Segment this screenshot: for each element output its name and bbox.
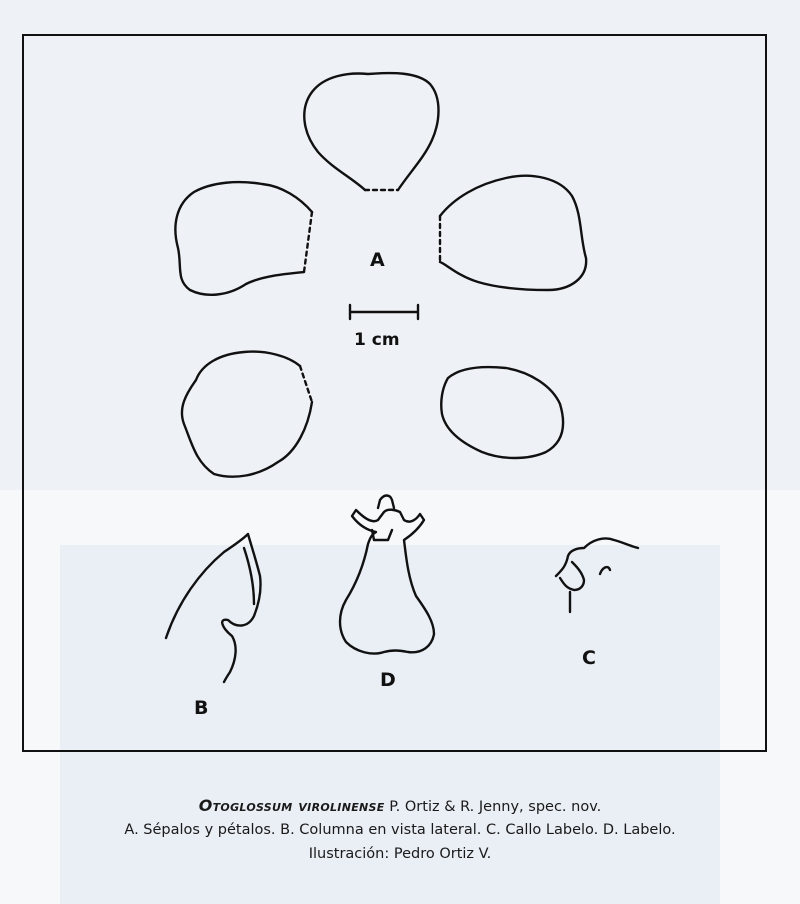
left-lateral-sepal-dashes xyxy=(300,366,312,402)
lip-drawing xyxy=(340,510,434,654)
left-petal-dashes xyxy=(304,212,312,272)
caption-title-line xyxy=(0,795,800,818)
column-lateral-outline xyxy=(244,548,254,604)
callus-detail xyxy=(560,562,610,612)
label-a: A xyxy=(370,249,385,271)
label-d: D xyxy=(380,669,396,691)
scale-bar-line xyxy=(350,305,418,319)
label-c: C xyxy=(582,647,596,669)
right-petal-drawing xyxy=(440,176,586,290)
label-b: B xyxy=(194,697,209,719)
species-authority: P. Ortiz & R. Jenny, spec. nov. xyxy=(389,799,602,815)
scale-bar-label: 1 cm xyxy=(354,330,400,350)
left-lateral-sepal-drawing xyxy=(182,352,312,477)
species-name: Otoglossum virolinense xyxy=(198,796,385,815)
dorsal-sepal-drawing xyxy=(304,73,438,190)
callus-drawing xyxy=(556,538,638,576)
left-petal-drawing xyxy=(175,182,312,295)
caption-credit: Ilustración: Pedro Ortiz V. xyxy=(308,846,492,862)
caption-legend: A. Sépalos y pétalos. B. Columna en vista lateral. C. Callo Labelo. D. Labelo. xyxy=(124,822,676,838)
right-lateral-sepal-drawing xyxy=(441,367,563,458)
